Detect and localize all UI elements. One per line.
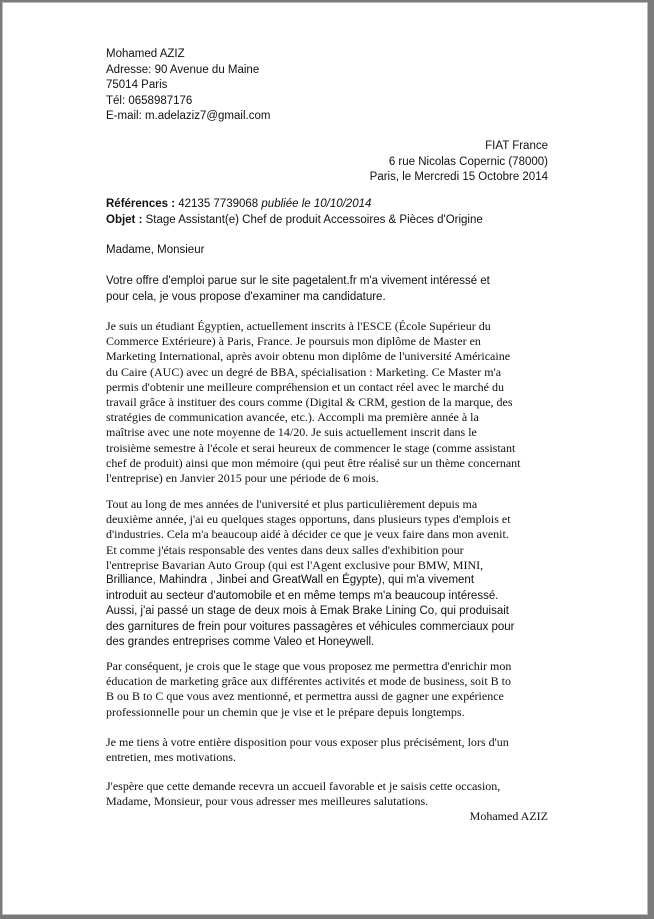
intro-line: Votre offre d'emploi parue sur le site pagetalent.fr m'a vivement intéressé et [106, 275, 490, 287]
intro-line: pour cela, je vous propose d'examiner ma candidature. [106, 290, 386, 303]
paragraph-conclusion [106, 659, 546, 720]
intro-paragraph [106, 274, 546, 305]
sender-city: 75014 Paris [106, 79, 168, 91]
paragraph-line: Marketing International, après avoir obtenu mon diplôme de l'université Américaine [106, 349, 511, 364]
object-label: Objet : [106, 213, 143, 226]
paragraph-line: B ou B to C que vous avez mentionné, et permettra aussi de gagner une expérience [106, 689, 504, 704]
recipient-street: 6 rue Nicolas Copernic (78000) [388, 155, 548, 168]
paragraph-closing [106, 779, 546, 809]
references-label: Références : [106, 198, 176, 210]
sender-email: E-mail: m.adelaziz7@gmail.com [106, 110, 271, 122]
paragraph-line: Brilliance, Mahindra , Jinbei and GreatWall en Égypte), qui m'a vivement [106, 574, 475, 587]
paragraph-line: du Caire (AUC) avec un degré de BBA, spécialisation : Marketing. Ce Master m'a [106, 364, 502, 379]
paragraph-line: permis d'obtenir une meilleure compréhension et un contact réel avec le marché du [106, 379, 504, 394]
paragraph-line: introduit au secteur d'automobile et en même temps m'a beaucoup intéressé. [106, 589, 499, 602]
paragraph-line: Je suis un étudiant Égyptien, actuellement inscrits à l'ESCE (École Supérieur du [106, 319, 491, 333]
paragraph-line: l'entreprise) en Janvier 2015 pour une période de 6 mois. [106, 471, 379, 486]
paragraph-line: professionnelle pour un chemin que je vise et le prépare depuis longtemps. [106, 704, 465, 719]
paragraph-line: deuxième année, j'ai eu quelques stages opportuns, dans plusieurs types d'emplois et [106, 512, 511, 527]
letter-page [2, 2, 648, 915]
signature-block [106, 809, 548, 824]
paragraph-line: des grandes entreprises comme Valeo et Honeywell. [106, 636, 375, 649]
signature-name: Mohamed AZIZ [469, 809, 548, 823]
paragraph-line: Aussi, j'ai passé un stage de deux mois à Emak Brake Lining Co, qui produisait [106, 605, 509, 618]
references-line [106, 197, 546, 213]
sender-address: Adresse: 90 Avenue du Maine [106, 63, 260, 76]
paragraph-availability [106, 735, 546, 765]
object-text: Stage Assistant(e) Chef de produit Accessoires & Pièces d'Origine [145, 213, 483, 226]
references-number: 42135 7739068 [178, 198, 259, 210]
paragraph-line: entretien, mes motivations. [106, 750, 236, 765]
paragraph-line: maîtrise avec une note moyenne de 14/20. Je suis actuellement inscrit dans le [106, 425, 477, 440]
paragraph-line: d'industries. Cela m'a beaucoup aidé à décider ce que je veux faire dans mon avenit. [106, 527, 509, 542]
paragraph-line: Par conséquent, je crois que le stage que vous proposez me permettra d'enrichir mon [106, 659, 512, 673]
sender-name: Mohamed AZIZ [106, 48, 185, 60]
paragraph-line: Je me tiens à votre entière disposition pour vous exposer plus précisément, lors d'un [106, 735, 509, 749]
paragraph-line: troisième semestre à l'école et serai heureux de commencer le stage (comme assistant [106, 440, 516, 455]
sender-phone: Tél: 0658987176 [106, 94, 193, 107]
paragraph-line: Et comme j'étais responsable des ventes dans deux salles d'exhibition pour [106, 542, 464, 557]
paragraph-line: éducation de marketing grâce aux différentes activités et mode de business, soit B to [106, 674, 511, 689]
paragraph-experience [106, 497, 546, 651]
paragraph-line: l'entreprise Bavarian Auto Group (qui est l'Agent exclusive pour BMW, MINI, [106, 557, 484, 572]
paragraph-line: stratégies de communication avancée, etc.). Accompli ma première année à la [106, 410, 479, 425]
paragraph-line: chef de produit) ainsi que mon mémoire (qui peut être réalisé sur un thème concernant [106, 455, 521, 470]
reference-block [106, 197, 546, 228]
paragraph-line: J'espère que cette demande recevra un accueil favorable et je saisis cette occasion, [106, 779, 501, 793]
paragraph-line: travail grâce à instituer des cours comme (Digital & CRM, gestion de la marque, des [106, 395, 513, 410]
object-line [106, 213, 546, 229]
paragraph-line: Tout au long de mes années de l'université et plus particulièrement depuis ma [106, 497, 478, 511]
salutation-text: Madame, Monsieur [106, 244, 205, 256]
recipient-block [202, 139, 548, 186]
paragraph-line: Commerce Extérieure) à Paris, France. Je poursuis mon diplôme de Master en [106, 334, 481, 349]
references-published: publiée le 10/10/2014 [261, 198, 372, 210]
paragraph-line: des garnitures de frein pour voitures passagères et véhicules commerciaux pour [106, 620, 515, 633]
paragraph-line: Madame, Monsieur, pour vous adresser mes meilleures salutations. [106, 794, 429, 809]
letter-date: Paris, le Mercredi 15 Octobre 2014 [369, 171, 548, 183]
salutation [106, 243, 546, 259]
sender-block [106, 47, 546, 125]
paragraph-education [106, 319, 546, 486]
recipient-company: FIAT France [485, 140, 548, 152]
